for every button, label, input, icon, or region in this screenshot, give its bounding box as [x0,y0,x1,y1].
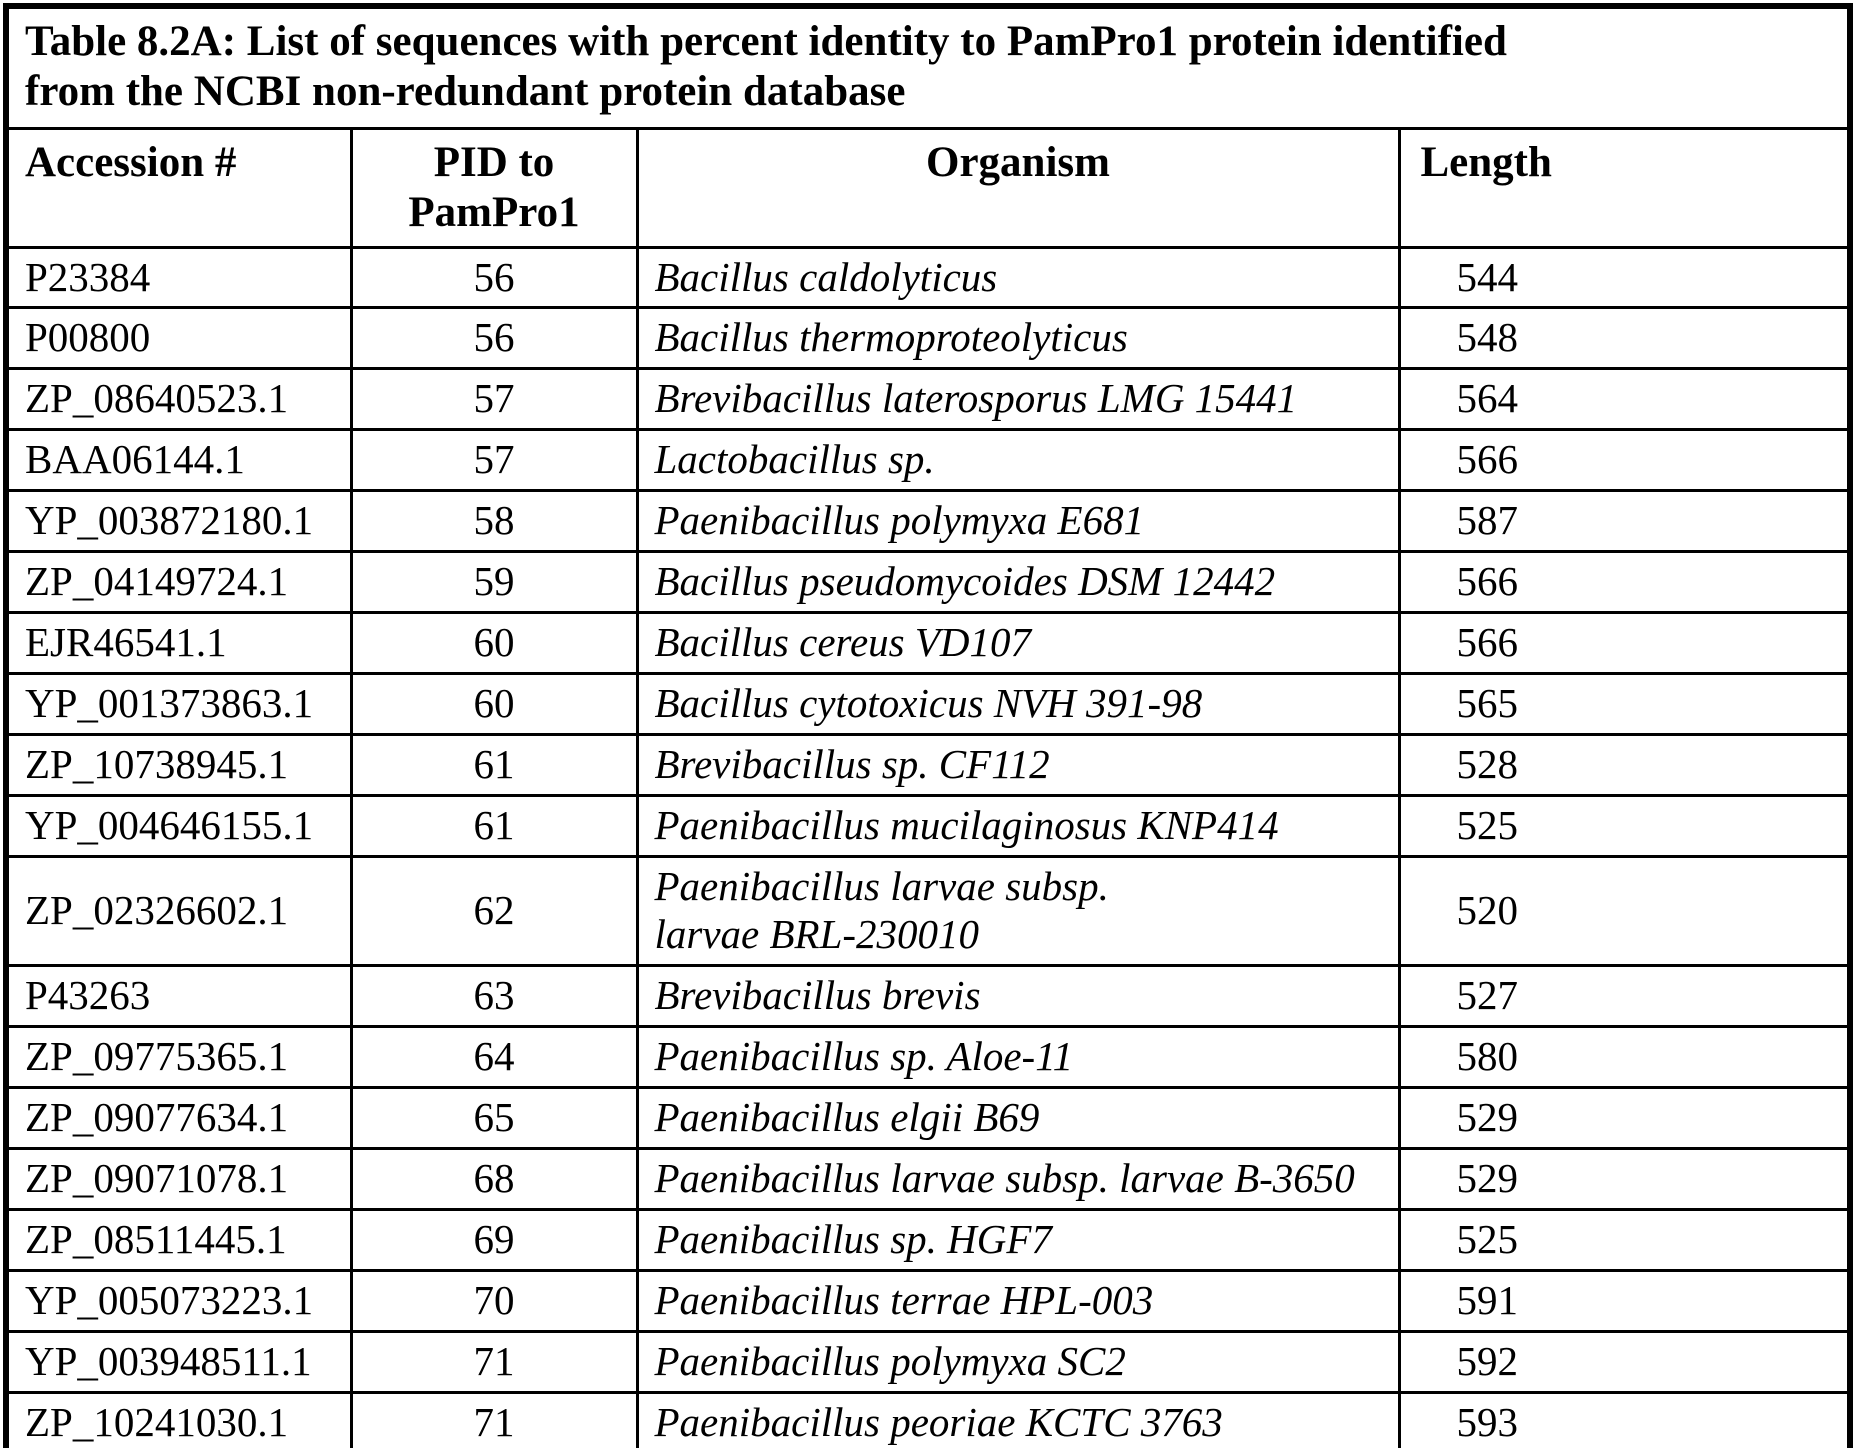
table-row [6,857,1850,966]
cell-length: 591 [1399,1270,1850,1331]
cell-accession: P00800 [6,308,351,369]
cell-accession: EJR46541.1 [6,613,351,674]
cell-length: 529 [1399,1088,1850,1149]
column-header-pid-line-2: PamPro1 [408,188,580,236]
table-row [6,796,1850,857]
cell-organism: Paenibacillus mucilaginosus KNP414 [637,796,1399,857]
cell-pid: 70 [351,1270,637,1331]
column-header-pid [351,128,637,247]
cell-length: 587 [1399,491,1850,552]
cell-accession: BAA06144.1 [6,430,351,491]
cell-length: 527 [1399,966,1850,1027]
cell-pid: 60 [351,613,637,674]
cell-organism: Paenibacillus larvae subsp. larvae B-3650 [637,1149,1399,1210]
table-row [6,430,1850,491]
cell-pid: 71 [351,1392,637,1448]
cell-accession: P23384 [6,247,351,308]
cell-pid: 60 [351,674,637,735]
table-row [6,1210,1850,1271]
cell-organism: Bacillus pseudomycoides DSM 12442 [637,552,1399,613]
cell-length: 566 [1399,430,1850,491]
table-title-line-2: from the NCBI non-redundant protein database [25,67,906,115]
cell-pid: 64 [351,1027,637,1088]
table-row [6,1027,1850,1088]
cell-length: 525 [1399,796,1850,857]
column-header-length: Length [1399,128,1850,247]
cell-accession: YP_003872180.1 [6,491,351,552]
cell-organism: Paenibacillus elgii B69 [637,1088,1399,1149]
cell-pid: 62 [351,857,637,966]
cell-length: 565 [1399,674,1850,735]
table-row [6,674,1850,735]
cell-length: 580 [1399,1027,1850,1088]
table-title [6,6,1850,128]
cell-pid: 57 [351,430,637,491]
cell-accession: ZP_10241030.1 [6,1392,351,1448]
table-row [6,369,1850,430]
cell-organism: Paenibacillus sp. HGF7 [637,1210,1399,1271]
cell-length: 520 [1399,857,1850,966]
cell-pid: 65 [351,1088,637,1149]
cell-accession: ZP_08640523.1 [6,369,351,430]
cell-organism: Lactobacillus sp. [637,430,1399,491]
cell-length: 528 [1399,735,1850,796]
cell-pid: 61 [351,735,637,796]
table-row [6,1088,1850,1149]
cell-pid: 59 [351,552,637,613]
table-row [6,552,1850,613]
column-header-pid-line-1: PID to [433,138,555,186]
table-row [6,1149,1850,1210]
cell-pid: 63 [351,966,637,1027]
table-row [6,308,1850,369]
cell-pid: 56 [351,308,637,369]
cell-length: 544 [1399,247,1850,308]
table-row [6,966,1850,1027]
cell-pid: 68 [351,1149,637,1210]
cell-organism: Paenibacillus larvae subsp. larvae BRL-230010 [637,857,1399,966]
cell-length: 566 [1399,613,1850,674]
cell-organism: Bacillus caldolyticus [637,247,1399,308]
cell-accession: ZP_09071078.1 [6,1149,351,1210]
cell-accession: YP_005073223.1 [6,1270,351,1331]
cell-length: 564 [1399,369,1850,430]
cell-organism: Brevibacillus sp. CF112 [637,735,1399,796]
cell-pid: 56 [351,247,637,308]
cell-length: 548 [1399,308,1850,369]
cell-accession: ZP_08511445.1 [6,1210,351,1271]
table-row [6,491,1850,552]
table-row [6,1331,1850,1392]
cell-accession: ZP_02326602.1 [6,857,351,966]
cell-accession: ZP_10738945.1 [6,735,351,796]
table-row [6,613,1850,674]
cell-accession: YP_003948511.1 [6,1331,351,1392]
column-header-accession: Accession # [6,128,351,247]
cell-length: 566 [1399,552,1850,613]
cell-pid: 58 [351,491,637,552]
cell-accession: ZP_04149724.1 [6,552,351,613]
cell-accession: YP_004646155.1 [6,796,351,857]
cell-organism: Bacillus thermoproteolyticus [637,308,1399,369]
cell-length: 525 [1399,1210,1850,1271]
cell-accession: P43263 [6,966,351,1027]
table-body [6,247,1850,1448]
cell-organism: Brevibacillus brevis [637,966,1399,1027]
table-title-line-1: Table 8.2A: List of sequences with percent identity to PamPro1 protein identified [25,18,1507,65]
table-row [6,735,1850,796]
cell-accession: ZP_09775365.1 [6,1027,351,1088]
table-title-row [6,6,1850,128]
cell-organism: Paenibacillus terrae HPL-003 [637,1270,1399,1331]
cell-length: 593 [1399,1392,1850,1448]
cell-pid: 69 [351,1210,637,1271]
table-row [6,1392,1850,1448]
table-row [6,247,1850,308]
cell-organism: Paenibacillus sp. Aloe-11 [637,1027,1399,1088]
cell-organism: Bacillus cereus VD107 [637,613,1399,674]
cell-accession: ZP_09077634.1 [6,1088,351,1149]
cell-pid: 71 [351,1331,637,1392]
cell-organism: Bacillus cytotoxicus NVH 391-98 [637,674,1399,735]
cell-organism: Paenibacillus peoriae KCTC 3763 [637,1392,1399,1448]
cell-organism: Paenibacillus polymyxa SC2 [637,1331,1399,1392]
cell-pid: 61 [351,796,637,857]
column-header-organism: Organism [637,128,1399,247]
cell-pid: 57 [351,369,637,430]
cell-organism: Brevibacillus laterosporus LMG 15441 [637,369,1399,430]
cell-length: 592 [1399,1331,1850,1392]
cell-organism: Paenibacillus polymyxa E681 [637,491,1399,552]
cell-length: 529 [1399,1149,1850,1210]
table-row [6,1270,1850,1331]
table-header-row [6,128,1850,247]
cell-accession: YP_001373863.1 [6,674,351,735]
sequence-identity-table [3,3,1853,1448]
